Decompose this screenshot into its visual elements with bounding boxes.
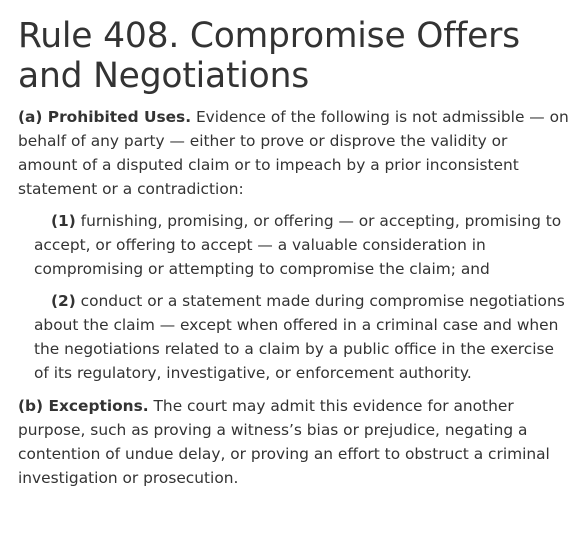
item-2 <box>34 289 569 385</box>
section-a <box>18 105 569 201</box>
section-b-text: The court may admit this evidence for another purpose, such as proving a witness’s bias or prejudice, negating a contention of undue delay, or proving an effort to obstruct a criminal investigation or prosecution. <box>18 397 550 487</box>
item-1 <box>34 209 569 281</box>
item-2-text: conduct or a statement made during compromise negotiations about the claim — except when offered in a criminal case and when the negotiations related to a claim by a public office in the exercise of its regulatory, investigative, or enforcement authority. <box>34 292 565 382</box>
item-1-label: (1) <box>51 212 76 230</box>
rule-title: Rule 408. Compromise Offers and Negotiations <box>18 16 520 96</box>
section-a-text: Evidence of the following is not admissible — on behalf of any party — either to prove or disprove the validity or amount of a disputed claim or to impeach by a prior inconsistent statement or a contradiction: <box>18 108 569 198</box>
section-a-label: (a) Prohibited Uses. <box>18 108 192 126</box>
section-b <box>18 394 569 490</box>
section-b-label: (b) Exceptions. <box>18 397 149 415</box>
item-1-text: furnishing, promising, or offering — or accepting, promising to accept, or offering to accept — a valuable consideration in compromising or attempting to compromise the claim; and <box>34 212 562 278</box>
item-2-label: (2) <box>51 292 76 310</box>
